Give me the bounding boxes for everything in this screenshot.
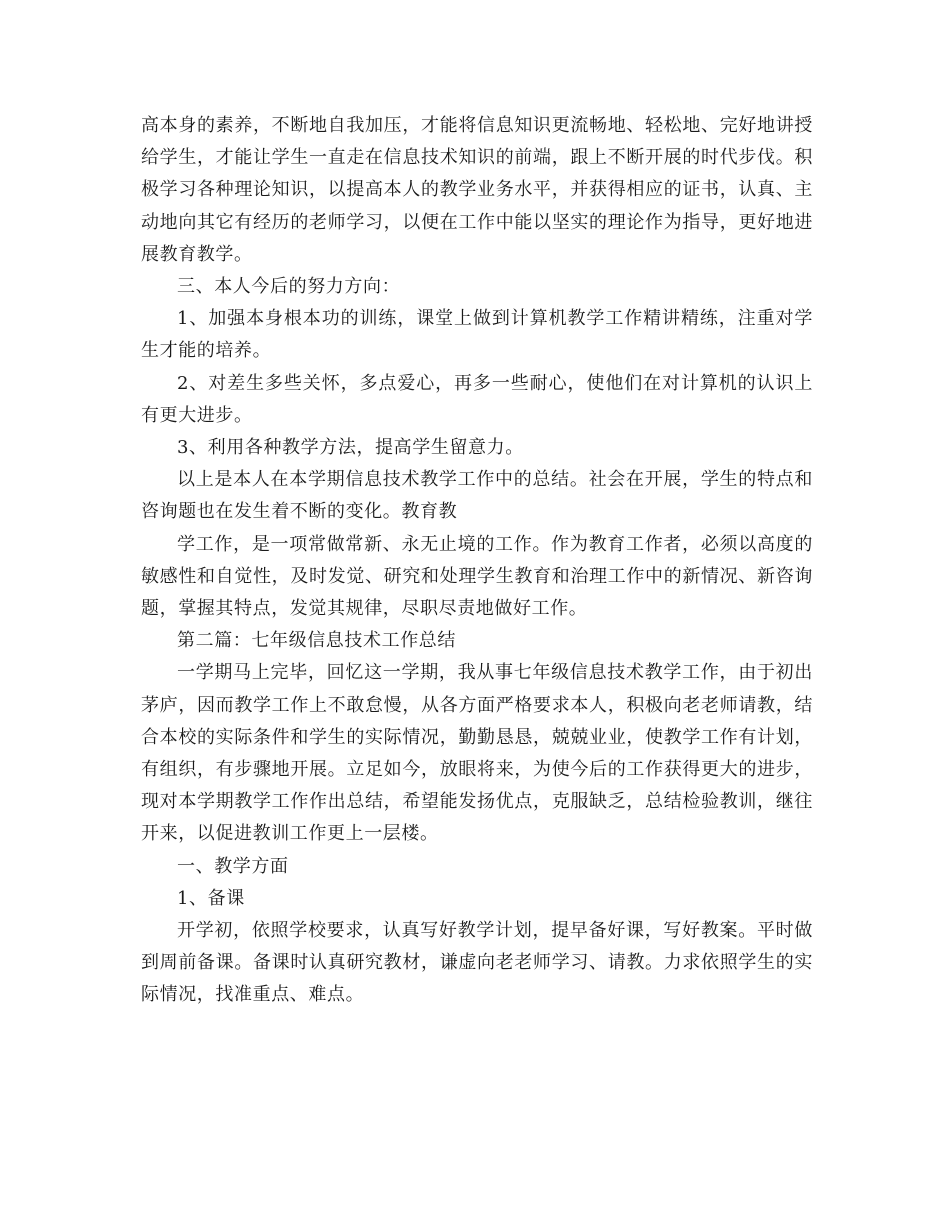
paragraph: 以上是本人在本学期信息技术教学工作中的总结。社会在开展，学生的特点和咨询题也在发生着不断的变化。教育教	[141, 469, 813, 523]
list-item: 1、加强本身根本功的训练，课堂上做到计算机教学工作精讲精练，注重对学生才能的培养。	[141, 308, 813, 362]
paragraph: 开学初，依照学校要求，认真写好教学计划，提早备好课，写好教案。平时做到周前备课。备课时认真研究教材，谦虚向老老师学习、请教。力求依照学生的实际情况，找准重点、难点。	[141, 920, 813, 1006]
document-body	[141, 110, 813, 1012]
list-item: 2、对差生多些关怀，多点爱心，再多一些耐心，使他们在对计算机的认识上有更大进步。	[141, 372, 813, 426]
paragraph: 学工作，是一项常做常新、永无止境的工作。作为教育工作者，必须以高度的敏感性和自觉性，及时发觉、研究和处理学生教育和治理工作中的新情况、新咨询题，掌握其特点，发觉其规律，尽职尽责地做好工作。	[141, 533, 813, 620]
list-item: 3、利用各种教学方法，提高学生留意力。	[177, 437, 524, 459]
section-heading: 一、教学方面	[177, 855, 289, 877]
subsection-heading: 1、备课	[177, 887, 245, 909]
paragraph: 高本身的素养，不断地自我加压，才能将信息知识更流畅地、轻松地、完好地讲授给学生，才能让学生一直走在信息技术知识的前端，跟上不断开展的时代步伐。积极学习各种理论知识，以提高本人的教学业务水平，并获得相应的证书，认真、主动地向其它有经历的老师学习，以便在工作中能以坚实的理论作为指导，更好地进展教育教学。	[141, 115, 813, 265]
chapter-heading: 第二篇：七年级信息技术工作总结	[177, 630, 456, 652]
section-heading: 三、本人今后的努力方向：	[177, 276, 401, 298]
paragraph: 一学期马上完毕，回忆这一学期，我从事七年级信息技术教学工作，由于初出茅庐，因而教学工作上不敢怠慢，从各方面严格要求本人，积极向老老师请教，结合本校的实际条件和学生的实际情况，勤勤恳恳，兢兢业业，使教学工作有计划，有组织，有步骤地开展。立足如今，放眼将来，为使今后的工作获得更大的进步，现对本学期教学工作作出总结，希望能发扬优点，克服缺乏，总结检验教训，继往开来，以促进教训工作更上一层楼。	[141, 662, 813, 845]
